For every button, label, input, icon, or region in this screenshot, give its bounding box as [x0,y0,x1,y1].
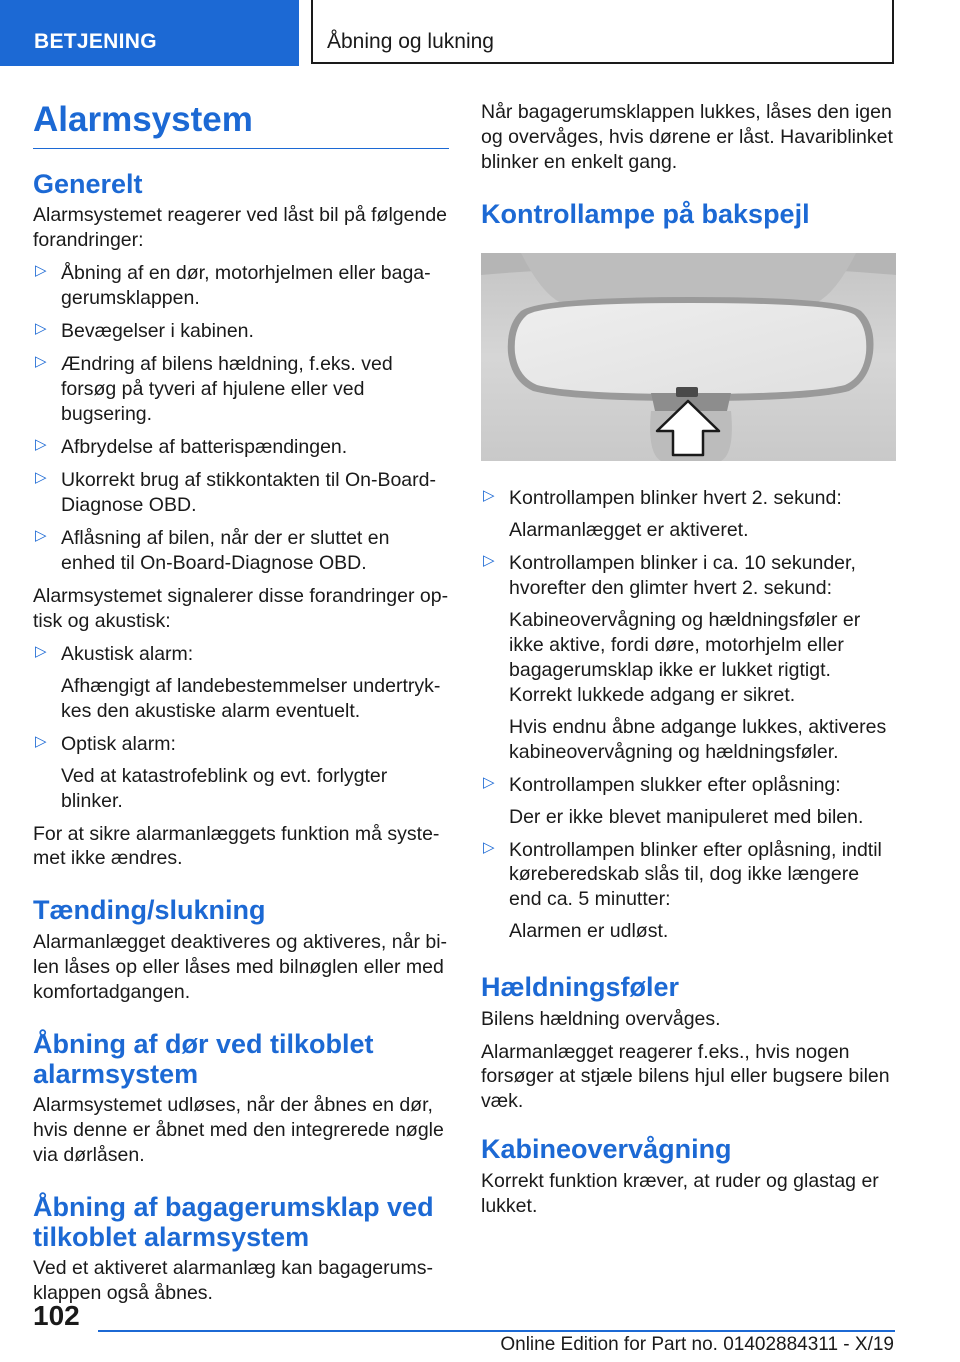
triangle-bullet-icon: ▷ [35,642,47,660]
chapter-label: Åbning og lukning [327,30,494,53]
section-label: BETJENING [34,30,157,53]
edition-note: Online Edition for Part no. 01402884311 - X/19 [500,1334,894,1355]
triangle-bullet-icon: ▷ [483,773,495,791]
heading-tilt: Hældningsføler [481,972,680,1003]
footer-divider [98,1330,895,1332]
heading-trunk: Åbning af bagagerumsklap ved tilkoblet alarmsystem [33,1191,434,1253]
heading-taending: Tænding/slukning [33,895,266,926]
right-column [481,100,896,1227]
list-item: ▷ Afbrydelse af batterispændingen. [35,436,348,459]
taending-text: Alarmanlægget deaktiveres og aktiveres, når bilen låses op eller låses med bilnøglen eller med komfortadgangen. [33,930,448,1003]
list-item: ▷ Aflåsning af bilen, når der er sluttet en enhed til On-Board-Diagnose OBD. [35,526,390,574]
heading-cabin: Kabineovervågning [481,1134,732,1165]
lamp-list [481,486,896,944]
triangle-bullet-icon: ▷ [35,320,47,338]
cabin-text: Korrekt funktion kræver, at ruder og glastag er lukket. [481,1169,879,1217]
list-item: ▷ Kontrollampen blinker efter oplåsning, indtil køreberedskab slås til, dog ikke længere end ca. 5 minutter: Alarmen er udløst. [483,838,882,943]
triangle-bullet-icon: ▷ [35,436,47,454]
list-item: ▷ Ændring af bilens hældning, f.eks. ved forsøg på tyveri af hjulene eller ved bugsering. [35,353,393,426]
list-item: ▷ Ukorrekt brug af stikkontakten til On-Board-Diagnose OBD. [35,469,436,517]
triangle-bullet-icon: ▷ [35,526,47,544]
list-item: ▷ Kontrollampen slukker efter oplåsning: Der er ikke blevet manipuleret med bilen. [483,773,864,828]
triangle-bullet-icon: ▷ [483,487,495,505]
signals-note: For at sikre alarmanlæggets funktion må systemet ikke ændres. [33,822,440,870]
page-title: Alarmsystem [33,100,449,149]
generelt-intro: Alarmsystemet reagerer ved låst bil på følgende forandringer: [33,204,448,252]
heading-door: Åbning af dør ved tilkoblet alarmsystem [33,1028,374,1089]
list-item: ▷ Optisk alarm: Ved at katastrofeblink og evt. forlygter blinker. [35,732,388,812]
list-item: ▷ Akustisk alarm: Afhængigt af landebestemmelser undertrykkes den akustiske alarm eventuelt. [35,642,441,722]
trunk-text: Ved et aktiveret alarmanlæg kan bagagerumsklappen også åbnes. [33,1257,433,1305]
section-tab [0,0,299,66]
tilt-text-2: Alarmanlægget reagerer f.eks., hvis nogen forsøger at stjæle bilens hjul eller bugsere bilen væk. [481,1040,890,1113]
list-item: ▷ Kontrollampen blinker hvert 2. sekund: Alarmanlægget er aktiveret. [483,487,842,542]
page-number: 102 [33,1300,80,1331]
changes-list [33,261,449,575]
tilt-text-1: Bilens hældning overvåges. [481,1007,721,1030]
door-text: Alarmsystemet udløses, når der åbnes en dør, hvis denne er åbnet med den integrerede nøgle via dørlåsen. [33,1093,444,1166]
trunk-continued: Når bagagerumsklappen lukkes, låses den igen og overvåges, hvis dørene er låst. Havariblinket blinker en enkelt gang. [481,101,893,173]
left-column [33,100,449,1314]
triangle-bullet-icon: ▷ [35,262,47,280]
rear-view-mirror-illustration [481,253,896,461]
signals-list [33,642,449,814]
triangle-bullet-icon: ▷ [483,838,495,856]
chapter-box [311,0,894,64]
heading-lamp: Kontrollampe på bakspejl [481,198,810,229]
heading-generelt: Generelt [33,169,143,200]
triangle-bullet-icon: ▷ [35,353,47,371]
list-item: ▷ Bevægelser i kabinen. [35,320,254,343]
triangle-bullet-icon: ▷ [483,552,495,569]
triangle-bullet-icon: ▷ [35,732,47,750]
signals-intro: Alarmsystemet signalerer disse forandringer optisk og akustisk: [33,584,449,632]
triangle-bullet-icon: ▷ [35,469,47,487]
list-item: ▷ Åbning af en dør, motorhjelmen eller bagagerumsklappen. [35,262,431,310]
list-item: ▷ Kontrollampen blinker i ca. 10 sekunder, hvorefter den glimter hvert 2. sekund: Kabineovervågning og hældningsføler er ikke aktive, fordi døre, motorhjelm eller bagagerumsklap ikke er lukket rigtigt. Korrekt lukkede adgang er sikret. Hvis endnu åbne adgange lukkes, aktiveres kabineovervågning og hældningsføler. [483,552,887,763]
